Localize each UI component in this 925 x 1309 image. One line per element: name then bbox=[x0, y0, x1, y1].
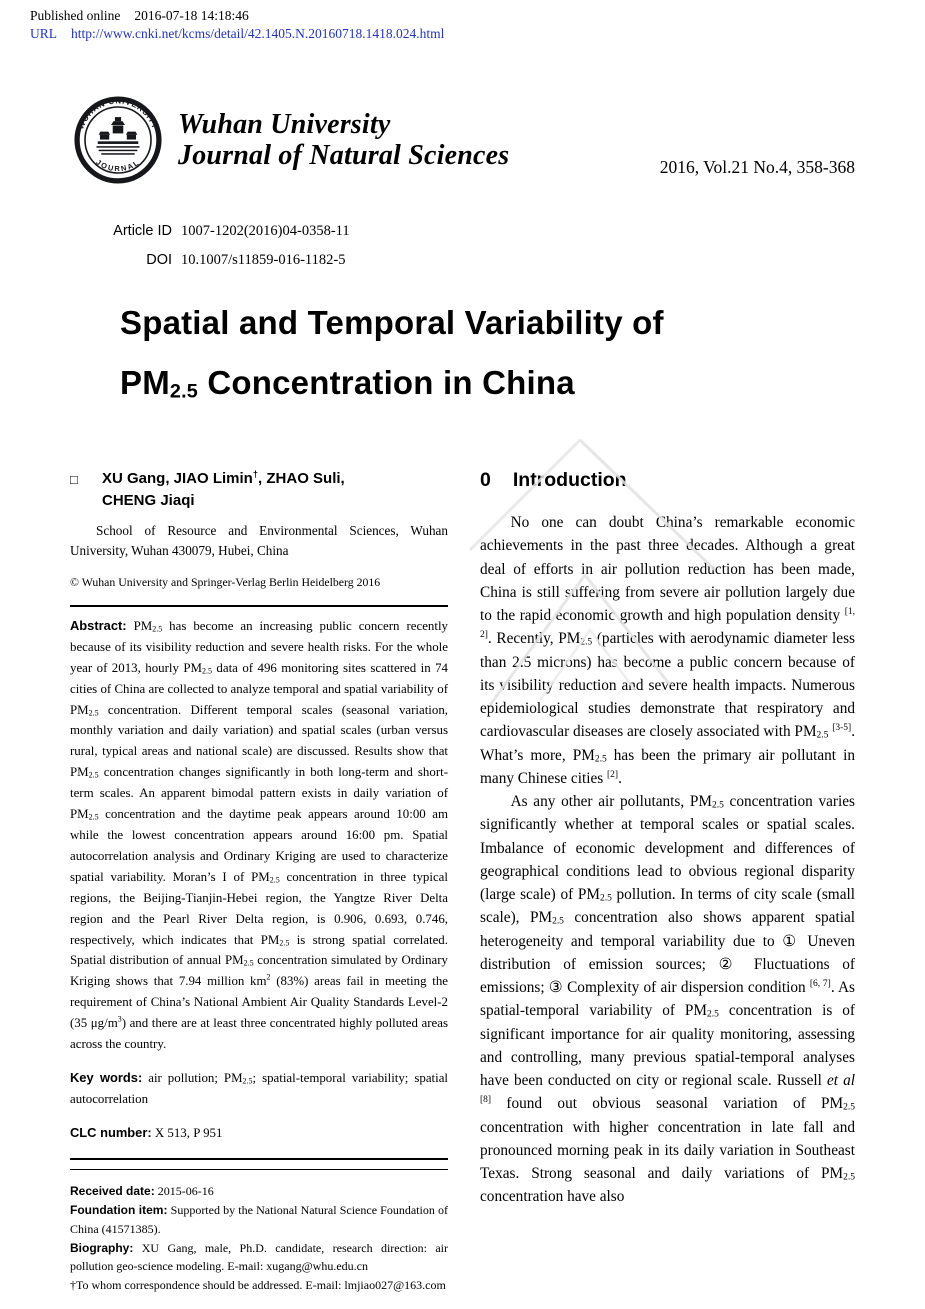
foundation-item-line bbox=[70, 1201, 448, 1238]
correspondence-line: †To whom correspondence should be addressed. E-mail: lmjiao027@163.com bbox=[70, 1278, 446, 1293]
article-title-line2: $PM_{2.5}$ Concentration in China bbox=[120, 364, 575, 403]
page-header-meta bbox=[0, 0, 925, 43]
abstract-text: $PM_{2.5}$ has become an increasing public concern recently because of its visibility reduction and severe health risks. For the whole year of 2013, hourly $PM_{2.5}$ data of 496 monitoring sites scattered in 74 cities of China are collected to analyze temporal and spatial variability of $PM_{2.5}$ concentration. Different temporal scales (seasonal variation, monthly variation and daily variation) and spatial scales (urban versus rural, typical areas and national scale) are discussed. Results show that $PM_{2.5}$ concentration changes significantly in both long-term and short-term scales. An apparent bimodal pattern exists in daily variation of $PM_{2.5}$ concentration and the daytime peak appears around 10:00 am while the lowest concentration appears around 16:00 pm. Spatial autocorrelation analysis and Ordinary Kriging are used to characterize spatial variability. Moran’s I of $PM_{2.5}$ concentration in three typical regions, the Beijing-Tianjin-Hebei region, the Yangtze River Delta region and the Pearl River Delta region, is 0.906, 0.693, 0.746, respectively, which indicates that $PM_{2.5}$ is strong spatial correlated. Spatial distribution of annual $PM_{2.5}$ concentration simulated by Ordinary Kriging shows that 7.94 million $km^2$ (83%) areas fail in meeting the requirement of China’s National Ambient Air Quality Standards Level-2 (35 $\mu g/m^3$) and there are at least three concentrated highly polluted areas across the country. bbox=[70, 618, 448, 1052]
author-names-line1: XU Gang, JIAO Limin†, ZHAO Suli, bbox=[102, 469, 345, 487]
section-number: 0 bbox=[480, 469, 491, 491]
article-id-label: Article ID bbox=[113, 223, 172, 239]
abstract-bottom-rule bbox=[70, 1158, 448, 1160]
published-online-value: 2016-07-18 14:18:46 bbox=[134, 8, 249, 23]
url-line bbox=[30, 25, 925, 43]
abstract-top-rule bbox=[70, 605, 448, 607]
abstract-label: Abstract: bbox=[70, 617, 127, 633]
intro-paragraph-1: No one can doubt China’s remarkable economic achievements in the past three decades. Although a great deal of efforts in air pollution reduction has been made, China is still suffering from severe air pollution largely due to the rapid economic growth and high population density [1, 2]. Recently, $PM_{2.5}$ (particles with aerodynamic diameter less than 2.5 microns) has become a public concern because of its visibility reduction and severe health impacts. Numerous epidemiological studies demonstrate that respiratory and cardiovascular diseases are closely associated with $PM_{2.5}$ [3-5]. What’s more, $PM_{2.5}$ has been the primary air pollutant in many Chinese cities [2]. bbox=[480, 514, 856, 787]
university-seal-logo bbox=[74, 96, 162, 184]
clc-row bbox=[70, 1123, 448, 1144]
footnotes-block bbox=[70, 1182, 448, 1294]
article-title-line1: Spatial and Temporal Variability of bbox=[120, 304, 664, 341]
received-date-value: 2015-06-16 bbox=[157, 1184, 214, 1199]
foundation-item-label: Foundation item: bbox=[70, 1203, 168, 1218]
doi-value: 10.1007/s11859-016-1182-5 bbox=[181, 252, 346, 268]
author-names-line2: CHENG Jiaqi bbox=[102, 492, 195, 509]
journal-name bbox=[178, 109, 509, 172]
section-heading-introduction bbox=[480, 468, 855, 492]
received-date-line bbox=[70, 1182, 448, 1201]
clc-value: X 513, P 951 bbox=[154, 1125, 223, 1140]
article-title bbox=[120, 293, 855, 413]
author-bullet-icon: □ bbox=[70, 472, 78, 487]
received-date-label: Received date: bbox=[70, 1184, 155, 1199]
biography-label: Biography: bbox=[70, 1240, 134, 1255]
seal-bottom-text: JOURNAL bbox=[94, 157, 142, 174]
foundation-item-text: Supported by the National Natural Science Foundation of China (41571385). bbox=[70, 1203, 448, 1236]
right-column bbox=[480, 468, 855, 1209]
article-id-row bbox=[0, 220, 925, 242]
author-names bbox=[102, 468, 345, 512]
issue-info: 2016, Vol.21 No.4, 358-368 bbox=[659, 157, 855, 177]
seal-building-icon bbox=[96, 117, 139, 155]
copyright-line: © Wuhan University and Springer-Verlag Berlin Heidelberg 2016 bbox=[70, 574, 381, 589]
published-online-label: Published online bbox=[30, 8, 121, 23]
journal-banner bbox=[74, 96, 855, 184]
keywords-paragraph bbox=[70, 1068, 448, 1110]
section-title: Introduction bbox=[512, 469, 627, 491]
published-online-line bbox=[30, 7, 925, 25]
seal-top-text: WUHAN UNIVERSITY bbox=[76, 96, 160, 131]
doi-row bbox=[0, 249, 925, 271]
biography-text: XU Gang, male, Ph.D. candidate, research direction: air pollution geo-science modeling. E-mail: xugang@whu.edu.cn bbox=[70, 1240, 448, 1274]
article-id-value: 1007-1202(2016)04-0358-11 bbox=[181, 223, 350, 239]
left-column bbox=[70, 468, 448, 1295]
biography-line bbox=[70, 1239, 448, 1276]
content-columns bbox=[70, 468, 855, 1295]
doi-label: DOI bbox=[146, 252, 172, 268]
journal-name-line1: Wuhan University bbox=[178, 108, 391, 140]
keywords-label: Key words: bbox=[70, 1069, 143, 1085]
authors-block bbox=[70, 468, 448, 512]
footnote-rule bbox=[70, 1169, 448, 1170]
clc-label: CLC number: bbox=[70, 1124, 152, 1140]
keywords-text: air pollution; $PM_{2.5}$; spatial-temporal variability; spatial autocorrelation bbox=[70, 1070, 449, 1106]
abstract-paragraph bbox=[70, 616, 448, 1055]
journal-name-line2: Journal of Natural Sciences bbox=[178, 140, 510, 171]
intro-paragraph-2: As any other air pollutants, $PM_{2.5}$ concentration varies significantly whether at temporal scales or spatial scales. Imbalance of economic development and differences of geographical conditions lead to obvious regional disparity (large scale) of $PM_{2.5}$ pollution. In terms of city scale (small scale), $PM_{2.5}$ concentration also shows apparent spatial heterogeneity and temporal variability due to ① Uneven distribution of emission sources; ② Fluctuations of emissions; ③ Complexity of air dispersion condition [6, 7]. As spatial-temporal variability of $PM_{2.5}$ concentration is of significant importance for air quality monitoring, assessing and controlling, many previous spatial-temporal analyses have been conducted on city or regional scale. Russell et al [8] found out obvious seasonal variation of $PM_{2.5}$ concentration with higher concentration in late fall and pronounced morning peak in its daily variation in Southeast Texas. Strong seasonal and daily variations of $PM_{2.5}$ concentration have also bbox=[480, 793, 856, 1206]
article-meta bbox=[0, 220, 925, 271]
article-url-link[interactable]: http://www.cnki.net/kcms/detail/42.1405.N.20160718.1418.024.html bbox=[71, 26, 445, 41]
url-label: URL bbox=[30, 26, 57, 41]
affiliation: School of Resource and Environmental Sciences, Wuhan University, Wuhan 430079, Hubei, China bbox=[70, 523, 448, 559]
svg-text:JOURNAL bbox=[94, 158, 141, 174]
